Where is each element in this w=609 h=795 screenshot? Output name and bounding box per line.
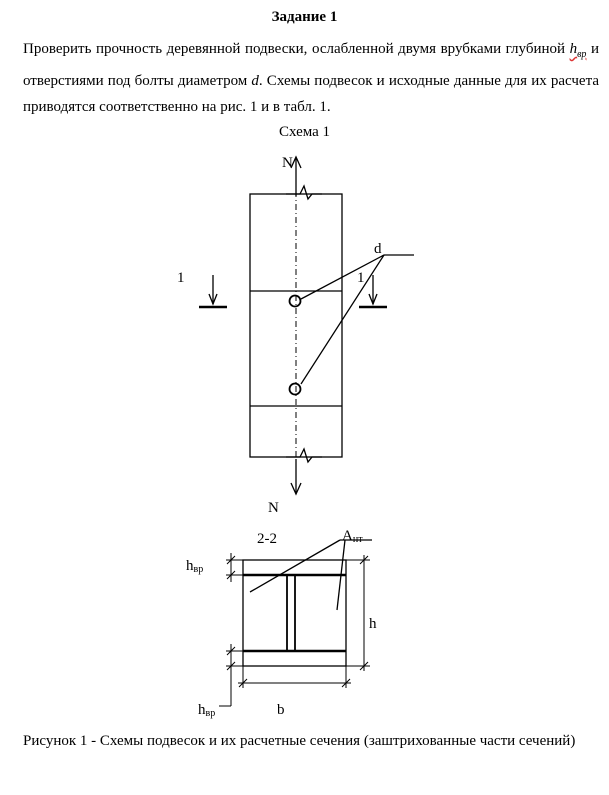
section-label-right: 1 — [357, 270, 365, 286]
bolt-diameter-label: d — [374, 241, 382, 257]
force-label-top: N — [282, 155, 293, 171]
area-label: Aнт — [342, 528, 363, 545]
figure-caption: Рисунок 1 - Схемы подвесок и их расчетные сечения (заштрихованные части сечений) — [23, 733, 576, 749]
break-mark-bottom — [286, 449, 322, 462]
height-label: h — [369, 616, 377, 632]
task-text-part3: . Схемы подвесок и исходные данные для их расчета приводятся соответственно на рис. 1 и в табл. 1. — [23, 73, 599, 115]
section-title: 2-2 — [257, 531, 277, 547]
width-label: b — [277, 702, 285, 718]
break-mark-top — [286, 186, 322, 199]
hvr-label-top: hвр — [186, 558, 204, 575]
hvr-label-bottom: hвр — [198, 702, 216, 719]
force-label-bottom: N — [268, 500, 279, 516]
section-label-left: 1 — [177, 270, 185, 286]
task-text-part2: и отверстиями под болты диаметром — [23, 41, 599, 89]
task-title: Задание 1 — [271, 9, 338, 25]
bolt-hole-lower — [290, 384, 301, 395]
bolt-hole-upper — [290, 296, 301, 307]
var-d: d — [251, 73, 259, 89]
var-h-vr: $h_{вр}$ — [569, 41, 587, 60]
task-text-part1: Проверить прочность деревянной подвески, ослабленной двумя врубками глубиной — [23, 41, 570, 57]
scheme-title: Схема 1 — [278, 124, 331, 140]
